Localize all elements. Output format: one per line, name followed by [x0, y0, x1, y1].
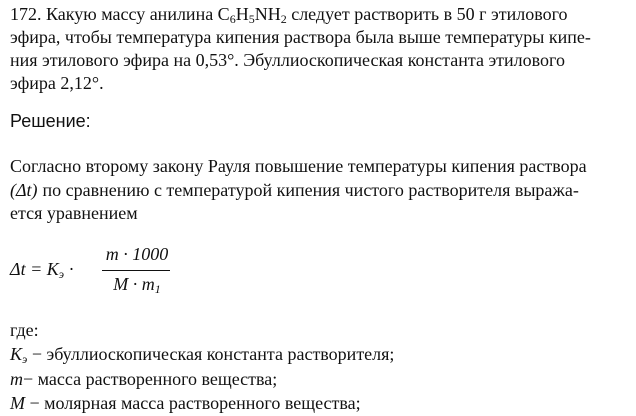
formula-denominator: [102, 274, 172, 295]
formula-fraction: [102, 244, 172, 296]
formula-multiply-dot: ·: [64, 259, 75, 279]
formula-hydrogen: H: [235, 4, 249, 24]
where-item-m-text: − масса растворенного вещества;: [23, 369, 278, 389]
formula-lhs-main: Δt = K: [10, 259, 59, 279]
formula-subscript-2: 2: [280, 12, 287, 26]
problem-line-2: эфира, чтобы температура кипения раствора была выше температуры кипе-: [10, 27, 591, 47]
where-item-molar-mass-text: − молярная масса растворенного вещества;: [25, 393, 361, 413]
formula-subscript-5: 5: [248, 12, 255, 26]
document-page: [10, 0, 626, 416]
symbol-m: m: [10, 369, 23, 389]
where-label: где:: [10, 320, 39, 340]
explanation-line-2: [10, 179, 579, 201]
problem-line-4: эфира 2,12°.: [10, 73, 104, 93]
problem-line-1: [10, 3, 568, 25]
formula-lhs: [10, 259, 75, 280]
formula-subscript-6: 6: [229, 12, 236, 26]
where-item-molar-mass: [10, 392, 361, 414]
where-item-k: [10, 343, 394, 365]
where-item-k-text: − эбуллиоскопическая константа растворителя;: [27, 344, 395, 364]
symbol-molar-mass: M: [10, 393, 25, 413]
formula-numerator: m · 1000: [105, 244, 169, 264]
delta-t-symbol: (Δt): [10, 180, 38, 200]
solution-heading: Решение:: [10, 111, 91, 131]
problem-text-after-formula: следует растворить в 50 г этилового: [286, 4, 568, 24]
explanation-line-3: ется уравнением: [10, 203, 138, 223]
formula-denominator-subscript: 1: [154, 282, 161, 296]
formula-nh-group: NH: [254, 4, 281, 24]
problem-line-3: ния этилового эфира на 0,53°. Эбуллиоскопическая константа этилового: [10, 50, 565, 70]
where-item-m: [10, 368, 277, 390]
explanation-line-2-text: по сравнению с температурой кипения чистого растворителя выража-: [38, 180, 579, 200]
formula-k-subscript: э: [58, 267, 65, 281]
fraction-bar: [102, 270, 170, 271]
formula-denominator-main: M · m: [113, 274, 155, 294]
symbol-k: K: [10, 344, 23, 364]
problem-text-before-formula: 172. Какую массу анилина C: [10, 4, 230, 24]
explanation-line-1: Согласно второму закону Рауля повышение температуры кипения раствора: [10, 156, 587, 176]
symbol-k-subscript: э: [22, 352, 28, 366]
raoult-formula: [10, 244, 170, 296]
